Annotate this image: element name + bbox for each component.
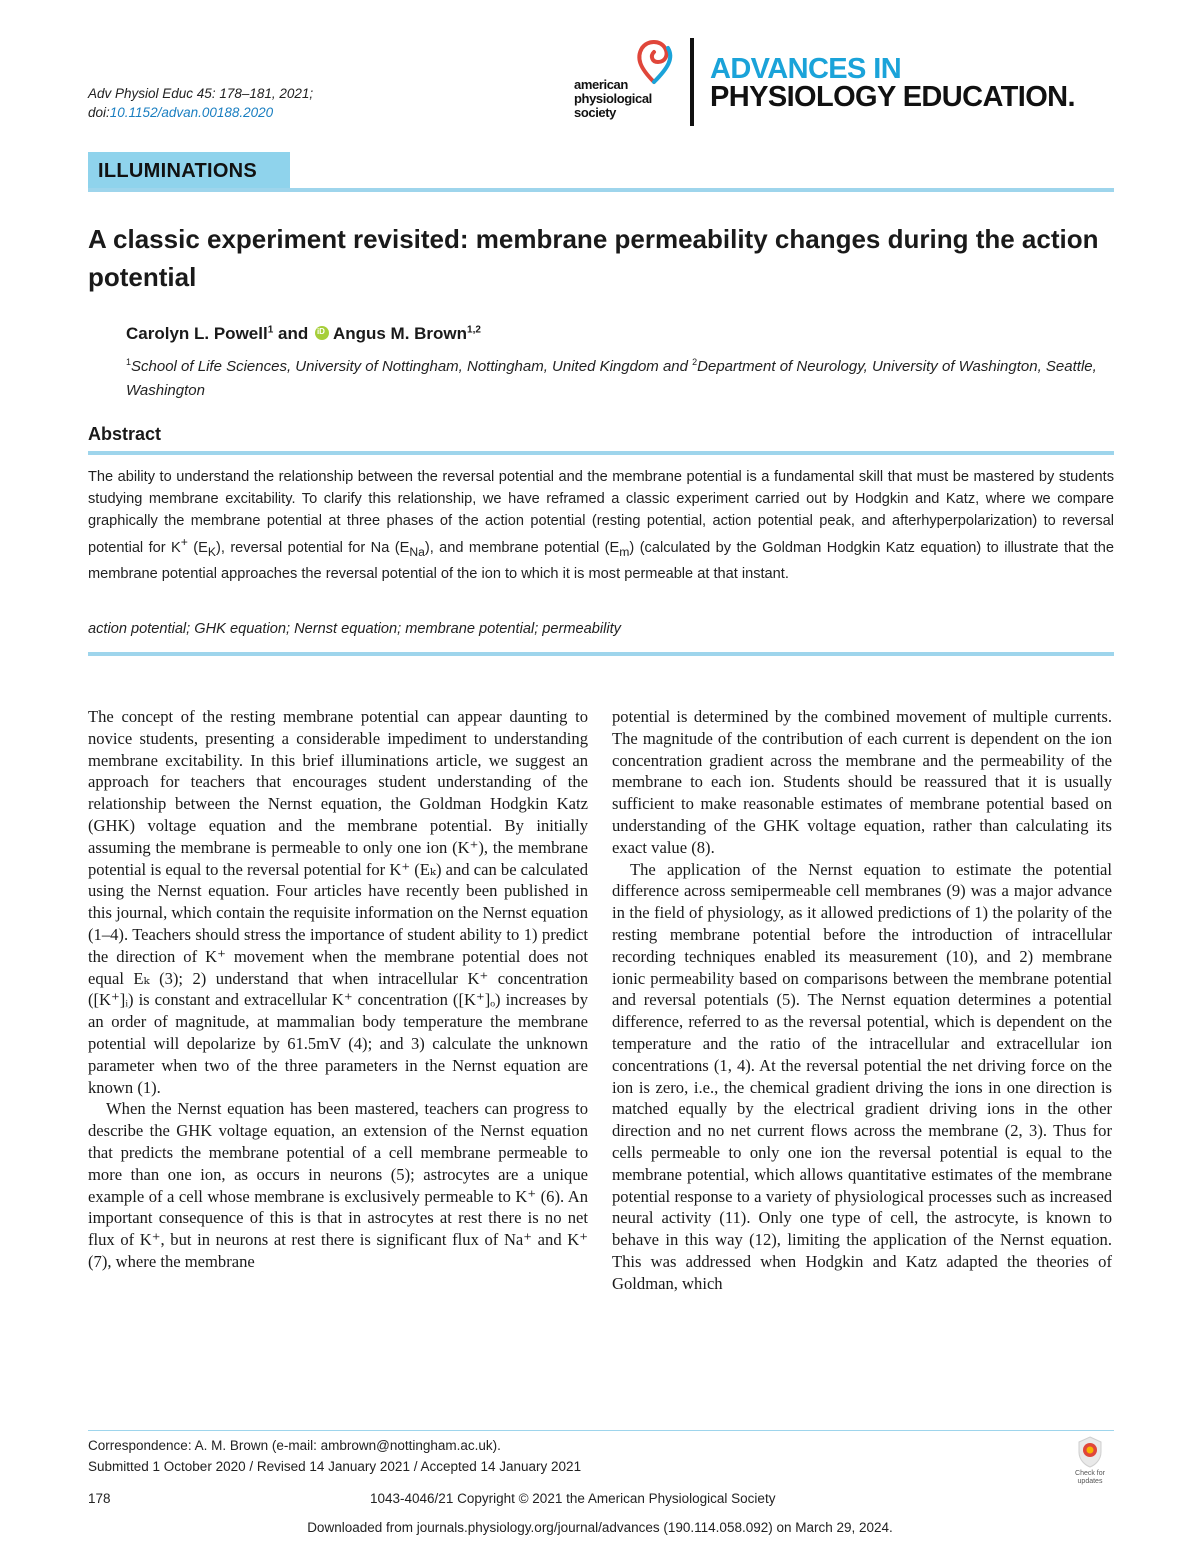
journal-name-line2: PHYSIOLOGY EDUCATION. [710, 81, 1075, 113]
affiliations [126, 350, 1116, 403]
abstract-rule [88, 451, 1114, 455]
abstract-subscript: Na [409, 545, 425, 560]
abstract-subscript: K [207, 545, 216, 560]
correspondence: Correspondence: A. M. Brown (e-mail: ambrown@nottingham.ac.uk). [88, 1438, 501, 1453]
body-paragraph: potential is determined by the combined movement of multiple currents. The magnitude of the contribution of each current is dependent on the ion concentration gradient across the membrane and the permeability of the membrane to each ion. Students should be reassured that it is usually sufficient to make reasonable estimates of membrane potential based on understanding of the GHK voltage equation, rather than calculating its exact value (8). [612, 707, 1112, 857]
society-name-line2: physiological [574, 91, 652, 106]
body-paragraph: The application of the Nernst equation to estimate the potential difference across semipermeable cell membranes (9) was a major advance in the field of physiology, as it allowed predictions of 1) the polarity of the resting membrane potential before the introduction of intracellular recording techniques enabled its measurement (10), and 2) membrane ionic permeability based on comparisons between the membrane potential and reversal potentials (5). The Nernst equation determines a potential difference, referred to as the reversal potential, which is dependent on the temperature and the ratio of the intracellular and extracellular ion concentrations (1, 4). At the reversal potential the net driving force on the ion is zero, i.e., the chemical gradient driving the ions in one direction is matched equally by the electrical gradient driving ions in the other direction and no net current flows across the membrane (2, 3). Thus for cells permeable to only one ion the reversal potential is equal to the membrane potential, which allows quantitative estimates of the membrane potential response to a variety of physiological processes such as increased neural activity (11). Only one type of cell, the astrocyte, is known to behave in this way (12), limiting the application of the Nernst equation. This was addressed when Hodgkin and Katz adapted the theories of Goldman, which [612, 859, 1112, 1293]
abstract-segment: ), reversal potential for Na (E [216, 540, 410, 557]
journal-name [710, 55, 1075, 111]
society-name-line1: american [574, 77, 628, 92]
journal-citation [88, 84, 313, 122]
society-name-line3: society [574, 105, 617, 120]
affiliation-mark: 2 [692, 357, 698, 367]
journal-name-line1: ADVANCES IN [710, 53, 902, 85]
section-label: ILLUMINATIONS [98, 160, 258, 182]
abstract-segment: ) (calculated by the Goldman Hodgkin Katz equation) to illustrate that the membrane potential approaches the reversal potential of the ion to which it is most permeable at that instant. [88, 540, 1114, 582]
abstract-segment: (E [187, 540, 208, 557]
abstract-subscript: m [619, 545, 630, 560]
affiliation-mark: 1 [126, 357, 132, 367]
abstract-text [88, 467, 1114, 586]
affiliation-text: Department of Neurology, University of Washington, Seattle, Washington [126, 358, 1097, 399]
author-affiliation-mark: 1 [267, 324, 274, 336]
check-for-updates-button[interactable] [1064, 1436, 1116, 1492]
body-paragraph: When the Nernst equation has been mastered, teachers can progress to describe the GHK voltage equation, an extension of the Nernst equation that predicts the membrane potential of a cell membrane permeable to more than one ion, as occurs in neurons (5); astrocytes are a unique example of a cell whose membrane is exclusively permeable to K⁺ (6). An important consequence of this is that in astrocytes at rest there is no net flux of K⁺, but in neurons at rest there is significant flux of Na⁺ and K⁺ (7), where the membrane [88, 1099, 588, 1271]
section-rule [88, 188, 1114, 192]
keywords: action potential; GHK equation; Nernst equation; membrane potential; permeability [88, 621, 621, 637]
submission-dates: Submitted 1 October 2020 / Revised 14 January 2021 / Accepted 14 January 2021 [88, 1459, 582, 1474]
keywords-rule [88, 652, 1114, 656]
body-column-right [612, 706, 1112, 1295]
copyright: 1043-4046/21 Copyright © 2021 the American Physiological Society [370, 1491, 776, 1506]
body-column-left [88, 706, 588, 1273]
abstract-segment: ), and membrane potential (E [424, 540, 620, 557]
doi-link[interactable]: 10.1152/advan.00188.2020 [109, 105, 274, 120]
author-name[interactable]: Angus M. Brown [332, 324, 468, 343]
aps-logo [568, 38, 680, 130]
body-paragraph: The concept of the resting membrane potential can appear daunting to novice students, presenting a considerable impediment to understanding membrane excitability. In this brief illuminations article, we suggest an approach for teachers that encourages student understanding of the relationship between the Nernst equation, the Goldman Hodgkin Katz (GHK) voltage equation and the membrane potential. By initially assuming the membrane is permeable to only one ion (K⁺), the membrane potential is equal to the reversal potential for K⁺ (Eₖ) and can be calculated using the Nernst equation. Four articles have recently been published in this journal, which contain the requisite information on the Nernst equation (1–4). Teachers should stress the importance of student ability to 1) predict the direction of K⁺ movement when the membrane potential does not equal Eₖ (3); 2) understand that when intracellular K⁺ concentration ([K⁺]ᵢ) is constant and extracellular K⁺ concentration ([K⁺]ₒ) increases by an order of magnitude, at mammalian body temperature the membrane potential will depolarize by 61.5mV (4); and 3) calculate the unknown parameter when two of the three parameters in the Nernst equation are known (1). [88, 707, 589, 1097]
affiliation-text: School of Life Sciences, University of Nottingham, Nottingham, United Kingdom and [131, 358, 693, 375]
abstract-superscript: + [180, 535, 188, 550]
orcid-icon[interactable] [315, 326, 329, 340]
footnote-rule [88, 1430, 1114, 1431]
check-updates-label: Check for updates [1075, 1470, 1105, 1485]
check-updates-icon [1077, 1436, 1103, 1468]
article-title: A classic experiment revisited: membrane permeability changes during the action potential [88, 224, 1099, 292]
author-conjunction: and [273, 324, 313, 343]
abstract-segment: The ability to understand the relationship between the reversal potential and the membrane potential is a fundamental skill that must be mastered by students studying membrane excitability. To clarify this relationship, we have reframed a classic experiment carried out by Hodgkin and Katz, where we compare graphically the membrane potential at three phases of the action potential (resting potential, action potential peak, and afterhyperpolarization) to reversal potential for K [88, 469, 1114, 557]
doi-prefix: doi: [88, 105, 110, 120]
abstract-heading: Abstract [88, 424, 162, 444]
download-notice: Downloaded from journals.physiology.org/journal/advances (190.114.058.092) on March 29, 2024. [307, 1520, 893, 1535]
author-affiliation-mark: 1,2 [467, 324, 481, 336]
page-number: 178 [88, 1491, 111, 1506]
author-name[interactable]: Carolyn L. Powell [126, 324, 268, 343]
author-list [126, 324, 481, 344]
logo-divider [690, 38, 694, 126]
citation-line: Adv Physiol Educ 45: 178–181, 2021; [88, 86, 314, 101]
